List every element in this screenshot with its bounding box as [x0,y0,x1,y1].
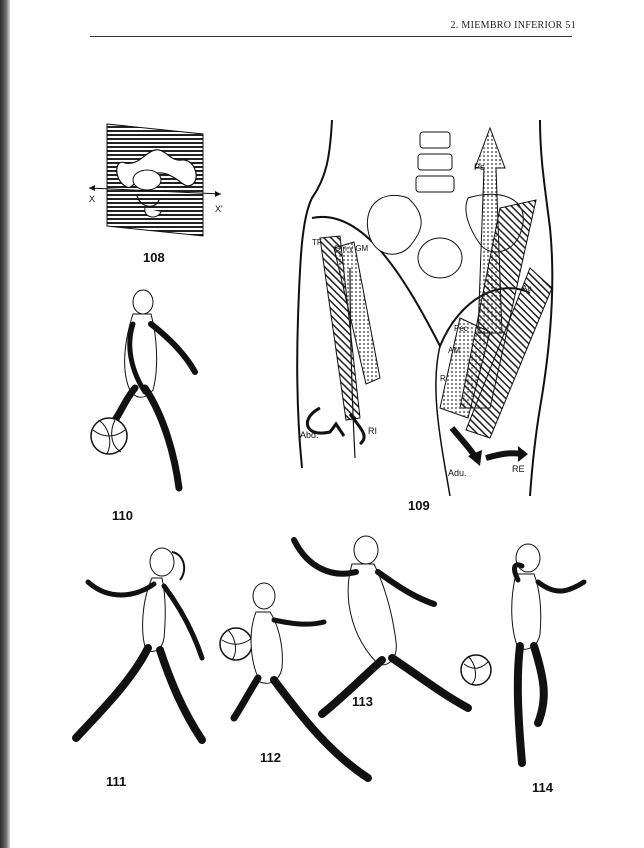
label-am: AM [448,346,460,355]
figure-number-108: 108 [143,250,165,265]
figure-109-hip-muscles [290,118,565,498]
figure-number-112: 112 [260,750,281,765]
figure-113-kicking [282,528,492,738]
label-abd: Abd. [300,430,319,440]
label-aa: Aa [522,284,532,293]
figure-number-110: 110 [112,508,133,523]
label-tf: TF [312,238,322,247]
figure-110-ball-control [85,288,215,503]
figure-111-running [62,540,222,765]
label-gm: Gm y GM [334,244,369,253]
label-re: RE [512,464,525,474]
figure-number-111: 111 [106,774,127,789]
figure-number-114: 114 [532,780,553,795]
label-ri: RI [368,426,377,436]
figure-number-113: 113 [352,694,373,709]
header-rule [90,36,572,37]
label-r: R [440,374,446,383]
figure-number-109: 109 [408,498,430,513]
label-ps: Ps [474,162,485,172]
axis-label-x-prime: X' [215,204,223,214]
figure-108-pelvis-plane [85,118,235,248]
page-binding-edge [0,0,10,848]
figure-114-standing [488,538,598,778]
running-header: 2. MIEMBRO INFERIOR 51 [450,20,576,31]
label-pec: Pec [454,324,468,333]
axis-label-x: X [89,194,96,204]
label-adu: Adu. [448,468,467,478]
